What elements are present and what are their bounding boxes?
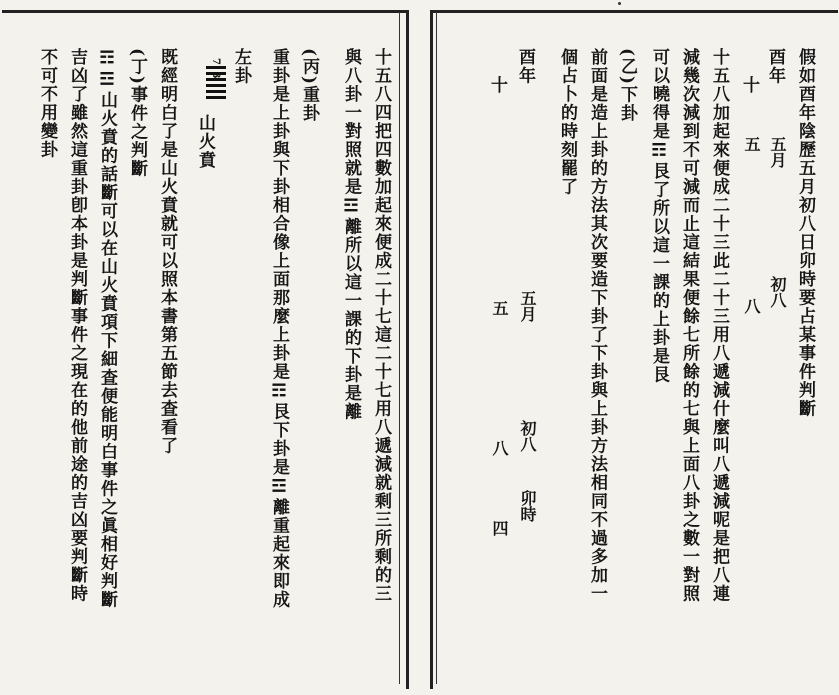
text-column: 不可不用變卦 xyxy=(37,48,57,159)
text-column: 前面是造上卦的方法其次要造下卦了下卦與上卦方法相同不過多加一 xyxy=(587,48,607,603)
table-cell: 八 xyxy=(742,298,761,314)
text-column: 可以曉得是☶艮了所以這一課的上卦是艮 xyxy=(649,48,669,384)
left-page-inner-rule xyxy=(399,12,400,684)
table-cell: 四 xyxy=(490,520,509,536)
table-cell: 初八 xyxy=(518,420,537,452)
section-heading: (丙)重卦 xyxy=(299,48,319,123)
text-column: 與八卦一對照就是☲離所以這一課的下卦是離 xyxy=(341,48,361,421)
text-column: 重卦是上卦與下卦相合像上面那麼上卦是☶艮下卦是☲離重起來即成 xyxy=(269,48,289,609)
text-column: 酉年 xyxy=(515,48,535,85)
text-column: 酉年 xyxy=(765,48,785,85)
text-column: 個占卜的時刻罷了 xyxy=(557,48,577,196)
section-heading: (乙)下卦 xyxy=(617,48,637,123)
text-column: 假如酉年陰歷五月初八日卯時要占某事件判斷 xyxy=(795,48,815,418)
text-column: 左卦 xyxy=(231,48,251,85)
table-cell: 卯時 xyxy=(518,490,537,522)
table-cell: 八 xyxy=(490,440,509,456)
section-heading: (丁)事件之判斷 xyxy=(127,48,147,179)
table-cell: 五月 xyxy=(768,136,787,168)
text-column: 既經明白了是山火賁就可以照本書第五節去查看了 xyxy=(157,48,177,455)
table-cell: 初八 xyxy=(768,276,787,308)
table-cell: 五月 xyxy=(518,290,537,322)
hexagram-name: 山火賁 xyxy=(195,114,215,170)
gutter-mark xyxy=(618,2,621,5)
text-column: 吉凶了雖然這重卦卽本卦是判斷事件之現在的他前途的吉凶要判斷時 xyxy=(67,48,87,603)
text-column: 十五八加起來便成二十三此二十三用八遞減什麼叫八遞減呢是把八連 xyxy=(709,48,729,603)
yao-numbers: 7 3 xyxy=(210,58,221,80)
text-column: 十五八四把四數加起來便成二十七這二十七用八遞減就剩三所剩的三 xyxy=(371,48,391,603)
table-cell: 五 xyxy=(742,136,761,152)
text-column: 十 xyxy=(739,76,759,95)
text-column: 十 xyxy=(487,76,507,95)
text-column: ☶☲山火賁的話斷可以在山火賁項下細查便能明白事件之眞相好判斷 xyxy=(97,48,117,609)
table-cell: 五 xyxy=(490,300,509,316)
text-column: 減幾次減到不可減而止這結果便餘七所餘的七與上面八卦之數一對照 xyxy=(679,48,699,603)
right-page-inner-rule xyxy=(436,12,437,684)
